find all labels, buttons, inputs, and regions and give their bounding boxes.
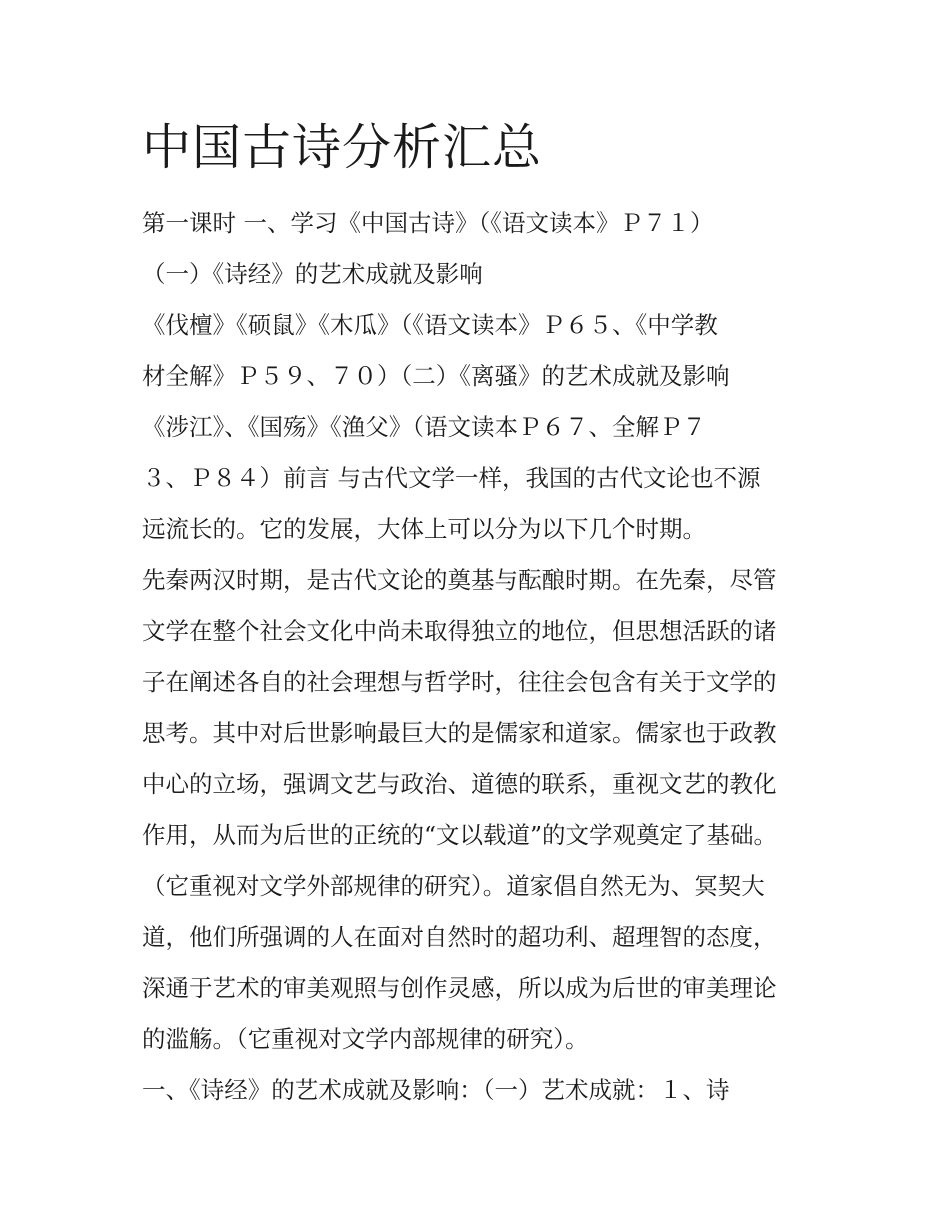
body-line: 思考。其中对后世影响最巨大的是儒家和道家。儒家也于政教 xyxy=(142,719,777,747)
body-line: 道，他们所强调的人在面对自然时的超功利、超理智的态度， xyxy=(142,923,777,951)
body-line: 先秦两汉时期，是古代文论的奠基与酝酿时期。在先秦，尽管 xyxy=(142,566,777,594)
body-line: 深通于艺术的审美观照与创作灵感，所以成为后世的审美理论 xyxy=(142,974,777,1002)
body-line: 中心的立场，强调文艺与政治、道德的联系，重视文艺的教化 xyxy=(142,770,777,798)
body-line: （一）《诗经》的艺术成就及影响 xyxy=(142,260,483,288)
body-line: 文学在整个社会文化中尚未取得独立的地位，但思想活跃的诸 xyxy=(142,617,777,645)
body-line: 远流长的。它的发展，大体上可以分为以下几个时期。 xyxy=(142,515,706,543)
body-line: （它重视对文学外部规律的研究）。道家倡自然无为、冥契大 xyxy=(142,872,765,900)
body-line: 《伐檀》《硕鼠》《木瓜》（《语文读本》Ｐ６５、《中学教 xyxy=(142,311,718,339)
body-line: 作用，从而为后世的正统的“文以载道”的文学观奠定了基础。 xyxy=(142,821,778,849)
body-line: ３、Ｐ８４）前言 与古代文学一样，我国的古代文论也不源 xyxy=(142,464,761,492)
body-line: 子在阐述各自的社会理想与哲学时，往往会包含有关于文学的 xyxy=(142,668,777,696)
body-line: 材全解》Ｐ５９、７０）（二）《离骚》的艺术成就及影响 xyxy=(142,362,730,390)
document-title: 中国古诗分析汇总 xyxy=(142,119,543,176)
body-line: 一、《诗经》的艺术成就及影响：（一）艺术成就：１、诗 xyxy=(142,1076,730,1104)
body-line: 《涉江》、《国殇》《渔父》（语文读本Ｐ６７、全解Ｐ７ xyxy=(142,413,706,441)
document-body xyxy=(142,198,822,1116)
body-line: 第一课时 一、学习《中国古诗》（《语文读本》Ｐ７１） xyxy=(142,209,714,237)
body-line: 的滥觞。（它重视对文学内部规律的研究）。 xyxy=(142,1025,589,1053)
